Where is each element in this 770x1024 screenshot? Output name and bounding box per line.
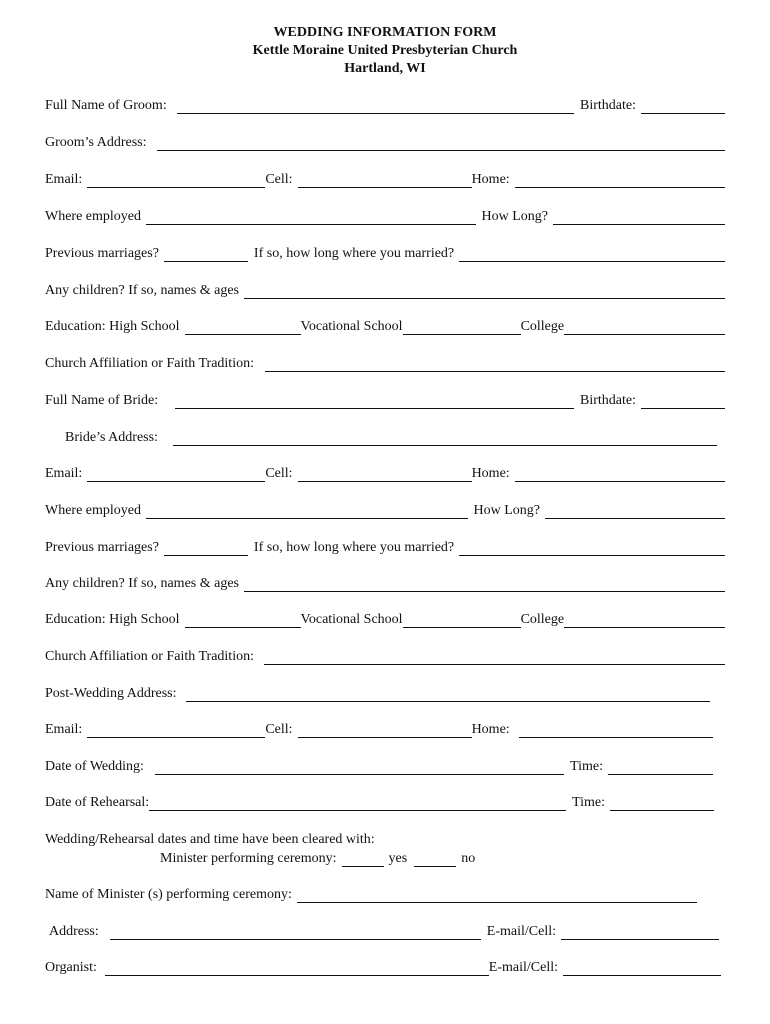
clearance-no-field[interactable] — [414, 851, 456, 867]
post-cell-label: Cell: — [265, 722, 293, 737]
minister-name-row — [45, 883, 697, 903]
post-home-label: Home: — [471, 722, 510, 737]
minister-name-label: Name of Minister (s) performing ceremony: — [45, 887, 292, 902]
bride-education-label: Education: High School — [45, 612, 180, 627]
bride-church-label: Church Affiliation or Faith Tradition: — [45, 649, 254, 664]
organist-label: Organist: — [45, 960, 97, 975]
groom-if-so-field[interactable] — [459, 246, 725, 262]
groom-education-label: Education: High School — [45, 319, 180, 334]
bride-marriages-row — [45, 536, 725, 556]
groom-children-field[interactable] — [244, 283, 725, 299]
clearance-line2: Minister performing ceremony: — [160, 851, 337, 866]
groom-address-row — [45, 131, 725, 151]
bride-email-field[interactable] — [87, 466, 265, 482]
wedding-date-label: Date of Wedding: — [45, 759, 144, 774]
groom-how-long-field[interactable] — [553, 209, 725, 225]
form-header — [0, 24, 770, 78]
wedding-time-label: Time: — [570, 759, 603, 774]
bride-name-row — [45, 389, 725, 409]
rehearsal-date-row — [45, 791, 714, 811]
groom-prev-marriages-label: Previous marriages? — [45, 246, 159, 261]
groom-college-label: College — [520, 319, 565, 334]
bride-name-label: Full Name of Bride: — [45, 393, 159, 408]
minister-address-label: Address: — [49, 924, 99, 939]
post-email-field[interactable] — [87, 722, 265, 738]
groom-cell-field[interactable] — [298, 172, 472, 188]
bride-contact-row — [45, 462, 725, 482]
bride-name-field[interactable] — [175, 393, 574, 409]
bride-cell-field[interactable] — [298, 466, 472, 482]
bride-college-label: College — [520, 612, 565, 627]
groom-contact-row — [45, 168, 725, 188]
minister-name-field[interactable] — [297, 887, 697, 903]
clearance-line2-row — [160, 847, 560, 867]
bride-vocational-label: Vocational School — [300, 612, 403, 627]
bride-address-label: Bride’s Address: — [65, 430, 158, 445]
bride-if-so-field[interactable] — [459, 540, 725, 556]
bride-employment-row — [45, 499, 725, 519]
bride-how-long-field[interactable] — [545, 503, 725, 519]
bride-highschool-field[interactable] — [185, 612, 301, 628]
bride-home-label: Home: — [471, 466, 510, 481]
post-cell-field[interactable] — [298, 722, 472, 738]
groom-highschool-field[interactable] — [185, 319, 301, 335]
groom-children-label: Any children? If so, names & ages — [45, 283, 239, 298]
groom-birthdate-field[interactable] — [641, 98, 725, 114]
bride-employed-label: Where employed — [45, 503, 142, 518]
rehearsal-date-field[interactable] — [149, 795, 566, 811]
minister-email-cell-label: E-mail/Cell: — [486, 924, 556, 939]
bride-children-label: Any children? If so, names & ages — [45, 576, 239, 591]
clearance-yes-label: yes — [388, 851, 408, 866]
clearance-line1: Wedding/Rehearsal dates and time have been cleared with: — [45, 832, 375, 847]
groom-college-field[interactable] — [564, 319, 725, 335]
minister-address-row — [49, 920, 719, 940]
groom-education-row — [45, 315, 725, 335]
bride-education-row — [45, 608, 725, 628]
post-address-label: Post-Wedding Address: — [45, 686, 177, 701]
bride-college-field[interactable] — [564, 612, 725, 628]
groom-email-label: Email: — [45, 172, 83, 187]
bride-church-row — [45, 645, 725, 665]
groom-address-label: Groom’s Address: — [45, 135, 147, 150]
form-title: WEDDING INFORMATION FORM — [273, 25, 497, 40]
groom-employed-field[interactable] — [146, 209, 475, 225]
groom-email-field[interactable] — [87, 172, 265, 188]
bride-children-field[interactable] — [244, 576, 725, 592]
bride-address-field[interactable] — [173, 430, 717, 446]
bride-how-long-label: How Long? — [473, 503, 540, 518]
groom-if-so-label: If so, how long where you married? — [253, 246, 455, 261]
church-location: Hartland, WI — [344, 61, 426, 76]
bride-vocational-field[interactable] — [403, 612, 521, 628]
rehearsal-time-field[interactable] — [610, 795, 714, 811]
bride-birthdate-field[interactable] — [641, 393, 725, 409]
post-address-row — [45, 682, 710, 702]
clearance-yes-field[interactable] — [342, 851, 384, 867]
groom-church-label: Church Affiliation or Faith Tradition: — [45, 356, 254, 371]
bride-cell-label: Cell: — [265, 466, 293, 481]
groom-vocational-field[interactable] — [403, 319, 521, 335]
bride-if-so-label: If so, how long where you married? — [253, 540, 455, 555]
minister-email-cell-field[interactable] — [561, 924, 719, 940]
bride-church-field[interactable] — [264, 649, 725, 665]
organist-email-cell-field[interactable] — [563, 960, 721, 976]
bride-prev-marriages-field[interactable] — [164, 540, 248, 556]
wedding-date-row — [45, 755, 713, 775]
organist-row — [45, 956, 721, 976]
groom-name-row — [45, 94, 725, 114]
wedding-date-field[interactable] — [155, 759, 564, 775]
groom-church-field[interactable] — [265, 356, 725, 372]
bride-address-row — [65, 426, 717, 446]
groom-church-row — [45, 352, 725, 372]
bride-children-row — [45, 572, 725, 592]
rehearsal-date-label: Date of Rehearsal: — [45, 795, 150, 810]
groom-employed-label: Where employed — [45, 209, 142, 224]
groom-how-long-label: How Long? — [481, 209, 548, 224]
groom-birthdate-label: Birthdate: — [580, 98, 636, 113]
minister-address-field[interactable] — [110, 924, 481, 940]
groom-children-row — [45, 279, 725, 299]
bride-employed-field[interactable] — [146, 503, 467, 519]
church-name: Kettle Moraine United Presbyterian Church — [252, 43, 518, 58]
bride-prev-marriages-label: Previous marriages? — [45, 540, 159, 555]
bride-birthdate-label: Birthdate: — [580, 393, 636, 408]
groom-employment-row — [45, 205, 725, 225]
post-home-field[interactable] — [519, 722, 713, 738]
post-email-label: Email: — [45, 722, 83, 737]
groom-address-field[interactable] — [157, 135, 726, 151]
groom-home-label: Home: — [471, 172, 510, 187]
groom-name-label: Full Name of Groom: — [45, 98, 167, 113]
clearance-line1-row — [45, 828, 725, 848]
organist-field[interactable] — [105, 960, 489, 976]
groom-name-field[interactable] — [177, 98, 574, 114]
organist-email-cell-label: E-mail/Cell: — [488, 960, 558, 975]
bride-email-label: Email: — [45, 466, 83, 481]
wedding-time-field[interactable] — [608, 759, 713, 775]
groom-marriages-row — [45, 242, 725, 262]
groom-home-field[interactable] — [515, 172, 725, 188]
post-contact-row — [45, 718, 713, 738]
post-address-field[interactable] — [186, 686, 710, 702]
rehearsal-time-label: Time: — [572, 795, 605, 810]
clearance-no-label: no — [461, 851, 476, 866]
bride-home-field[interactable] — [515, 466, 725, 482]
groom-vocational-label: Vocational School — [300, 319, 403, 334]
groom-cell-label: Cell: — [265, 172, 293, 187]
groom-prev-marriages-field[interactable] — [164, 246, 248, 262]
